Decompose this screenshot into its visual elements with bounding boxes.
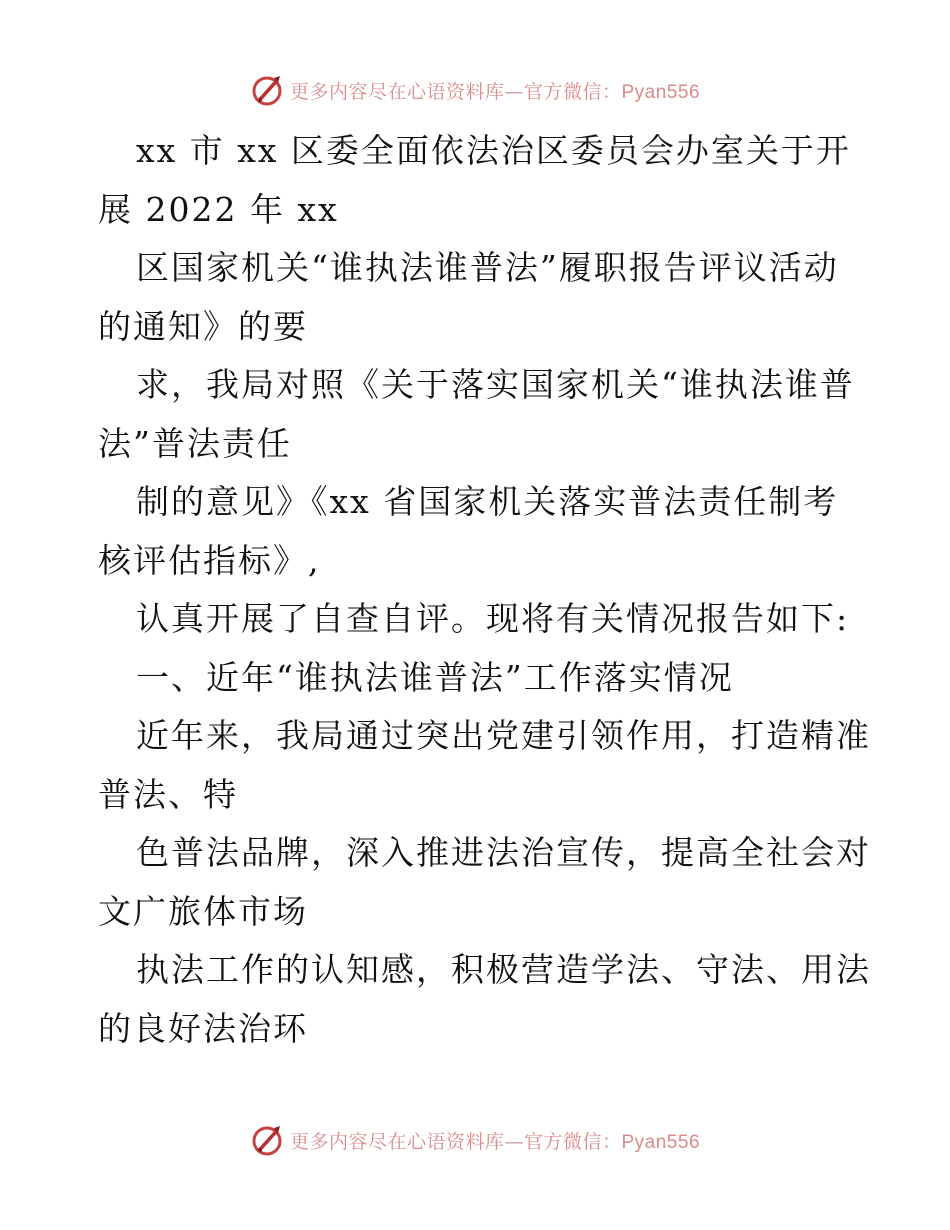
doc-line: 的良好法治环 <box>98 1008 308 1048</box>
section-heading: 一、近年“谁执法谁普法”工作落实情况 <box>136 657 734 697</box>
doc-line: 制的意见》《xx 省国家机关落实普法责任制考 <box>136 482 839 521</box>
quill-pen-seal-icon <box>250 73 284 107</box>
doc-line: 普法、特 <box>98 774 238 814</box>
doc-line: 区国家机关“谁执法谁普法”履职报告评议活动 <box>136 248 839 287</box>
doc-line: 核评估指标》, <box>98 540 321 580</box>
doc-line: 的通知》的要 <box>98 306 308 346</box>
watermark-contact-label: 官方微信： <box>523 80 622 103</box>
document-body <box>98 122 871 1058</box>
watermark-text <box>290 77 700 104</box>
doc-line: 文广旅体市场 <box>98 891 308 931</box>
doc-line: 认真开展了自查自评。现将有关情况报告如下: <box>136 599 850 638</box>
quill-pen-seal-icon <box>250 1123 284 1157</box>
doc-line: 色普法品牌，深入推进法治宣传，提高全社会对 <box>136 833 871 872</box>
doc-line: 近年来，我局通过突出党建引领作用，打造精准 <box>136 716 871 755</box>
doc-line: 执法工作的认知感，积极营造学法、守法、用法 <box>136 950 871 989</box>
header-watermark <box>0 70 950 110</box>
watermark-contact-id: Pyan556 <box>621 1131 701 1153</box>
watermark-separator: — <box>504 80 524 103</box>
watermark-contact-label: 官方微信： <box>523 1130 622 1153</box>
watermark-contact-id: Pyan556 <box>621 81 701 103</box>
footer-watermark <box>0 1120 950 1160</box>
doc-line: 展 2022 年 xx <box>98 189 339 229</box>
watermark-text <box>290 1127 700 1154</box>
watermark-separator: — <box>504 1130 524 1153</box>
doc-line: 法”普法责任 <box>98 423 292 463</box>
watermark-brand: 更多内容尽在心语资料库 <box>289 1130 505 1153</box>
doc-line: 求，我局对照《关于落实国家机关“谁执法谁普 <box>136 365 855 404</box>
watermark-brand: 更多内容尽在心语资料库 <box>289 80 505 103</box>
doc-line: xx 市 xx 区委全面依法治区委员会办室关于开 <box>136 131 851 170</box>
